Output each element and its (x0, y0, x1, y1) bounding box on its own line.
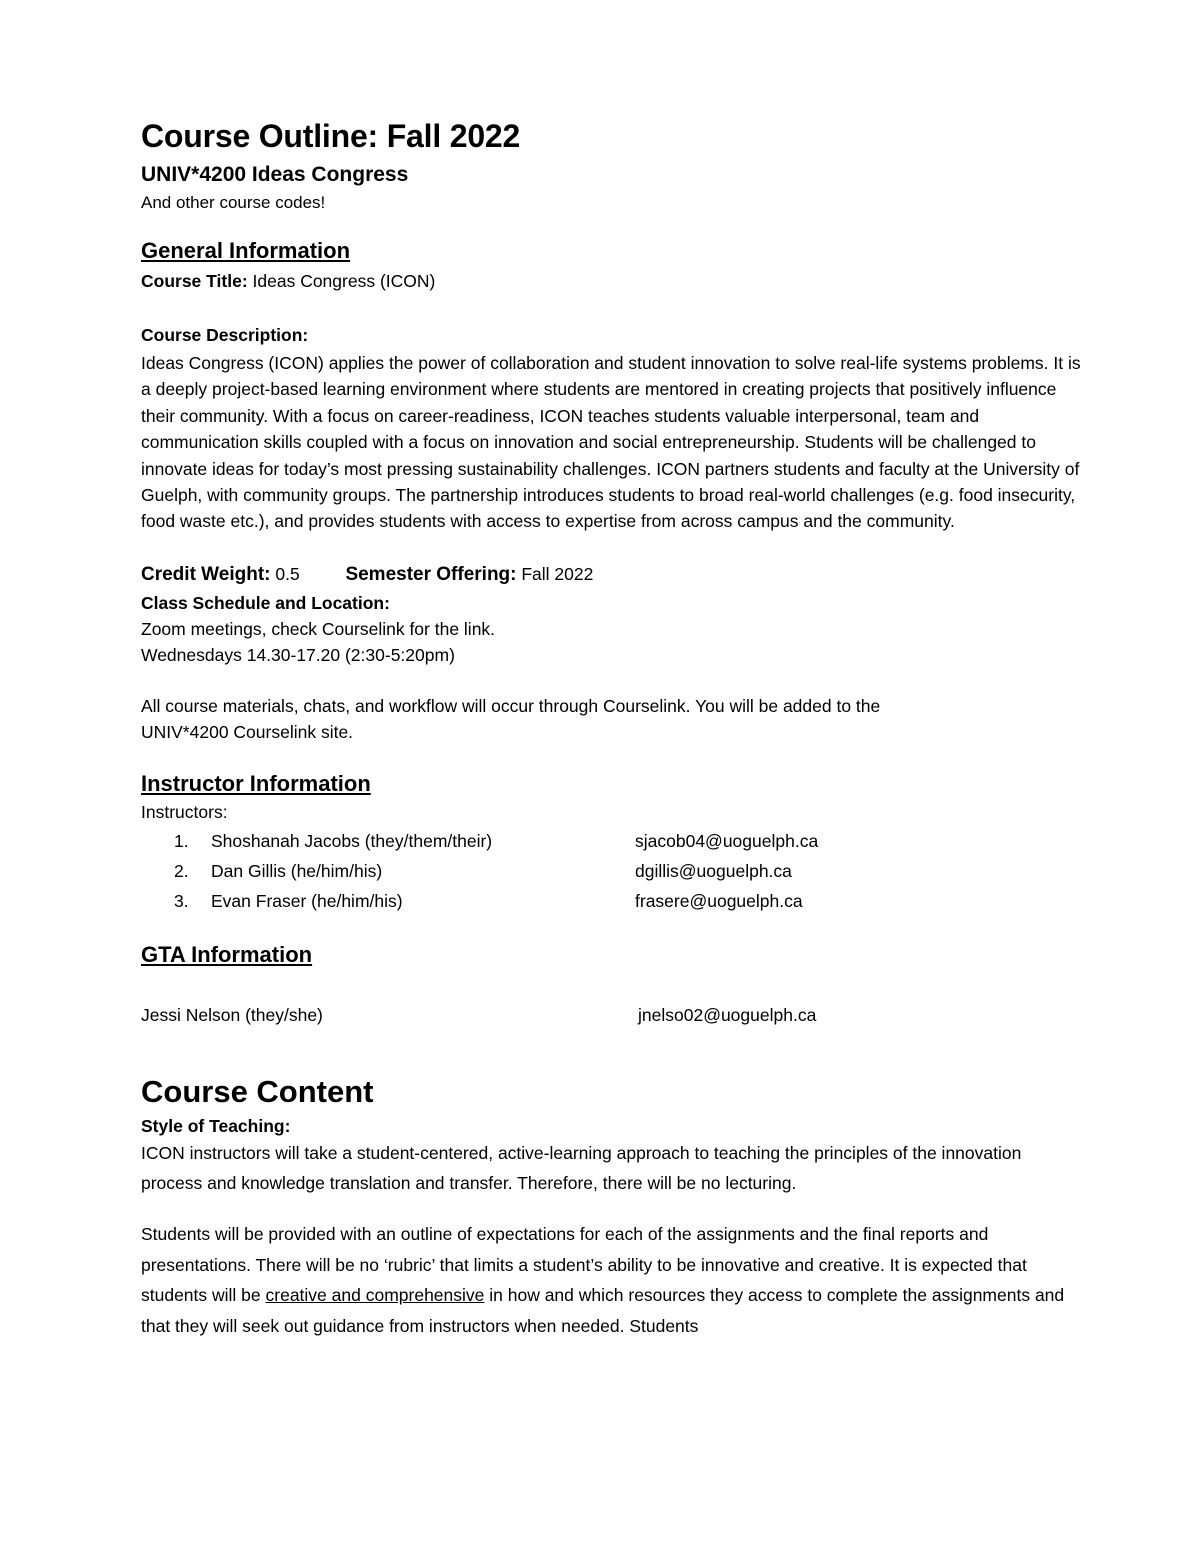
style-of-teaching-label: Style of Teaching: (141, 1115, 291, 1136)
credit-weight-value: 0.5 (275, 563, 300, 584)
instructor-name: Dan Gillis (he/him/his) (211, 860, 383, 881)
gta-information-heading: GTA Information (141, 941, 313, 967)
list-number: 1. (174, 830, 189, 851)
instructors-label: Instructors: (141, 802, 228, 823)
credit-semester-row (141, 559, 1081, 590)
general-information-heading: General Information (141, 238, 351, 263)
list-number: 2. (174, 860, 189, 881)
list-item (141, 856, 1081, 886)
gta-email: jnelso02@uoguelph.ca (638, 1004, 817, 1025)
course-description-label: Course Description: (141, 325, 309, 345)
schedule-line-1: Zoom meetings, check Courselink for the link. (141, 618, 496, 639)
schedule-line-2: Wednesdays 14.30-17.20 (2:30-5:20pm) (141, 645, 455, 666)
course-title-value: Ideas Congress (ICON) (252, 271, 436, 291)
list-number: 3. (174, 890, 189, 911)
gta-name: Jessi Nelson (they/she) (141, 1004, 323, 1025)
schedule-label: Class Schedule and Location: (141, 592, 390, 613)
expectations-text-b: in how and which resources they access to complete the assignments and that they will seek out guidance from instructors when needed. Students (141, 1285, 1065, 1336)
instructor-list (141, 826, 1081, 916)
list-item (141, 886, 1081, 916)
instructor-email: frasere@uoguelph.ca (635, 890, 803, 911)
page-title: Course Outline: Fall 2022 (141, 118, 521, 154)
instructor-name: Shoshanah Jacobs (they/them/their) (211, 830, 493, 851)
course-code: UNIV*4200 Ideas Congress (141, 163, 409, 186)
gta-row (141, 1000, 1081, 1030)
course-content-heading: Course Content (141, 1073, 374, 1109)
instructor-email: dgillis@uoguelph.ca (635, 860, 792, 881)
expectations-paragraph (141, 1219, 1081, 1341)
list-item (141, 826, 1081, 856)
course-title-row (141, 266, 1081, 296)
expectations-text-a: Students will be provided with an outline of expectations for each of the assignments and the final reports and presentations. There will be no ‘rubric’ that limits a student’s ability to be innovative and creative. It is expected that students will be (141, 1224, 1027, 1306)
instructor-name: Evan Fraser (he/him/his) (211, 890, 403, 911)
semester-label: Semester Offering: (345, 563, 517, 585)
expectations-underlined: creative and comprehensive (265, 1285, 485, 1306)
instructor-email: sjacob04@uoguelph.ca (635, 830, 819, 851)
credit-weight-label: Credit Weight: (141, 563, 271, 585)
course-code-note: And other course codes! (141, 193, 326, 212)
course-title-label: Course Title: (141, 271, 248, 291)
materials-line-2: UNIV*4200 Courselink site. (141, 722, 354, 743)
style-of-teaching-text: ICON instructors will take a student-centered, active-learning approach to teaching the principles of the innovation process and knowledge translation and transfer. Therefore, there will be no lecturing. (141, 1142, 1022, 1194)
materials-line-1: All course materials, chats, and workflow will occur through Courselink. You will be added to the (141, 695, 881, 716)
instructor-information-heading: Instructor Information (141, 771, 371, 797)
document-page (141, 112, 1081, 1341)
course-description: Ideas Congress (ICON) applies the power of collaboration and student innovation to solve real-life systems problems. It is a deeply project-based learning environment where students are mentored in creating projects that positively influence their community. With a focus on career-readiness, ICON teaches students valuable interpersonal, team and communication skills coupled with a focus on innovation and social entrepreneurship. Students will be challenged to innovate ideas for today’s most pressing sustainability challenges. ICON partners students and faculty at the University of Guelph, with community groups. The partnership introduces students to broad real-world challenges (e.g. food insecurity, food waste etc.), and provides students with access to expertise from across campus and the community. (141, 353, 1081, 532)
semester-value: Fall 2022 (521, 563, 594, 584)
